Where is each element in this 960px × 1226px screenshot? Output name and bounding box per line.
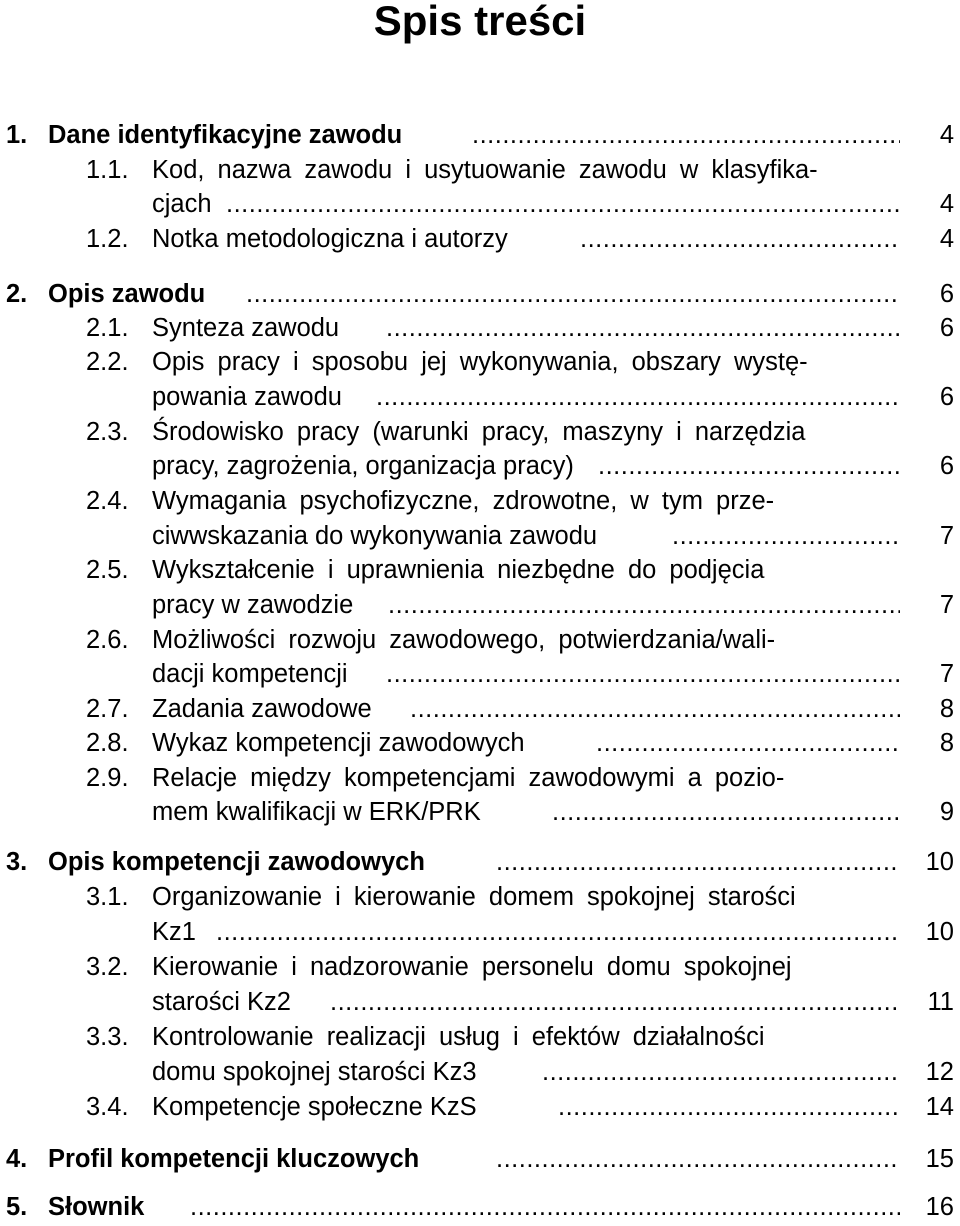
toc-entry-3-3-cont[interactable] xyxy=(0,1055,960,1089)
toc-page-number: 14 xyxy=(925,1093,954,1121)
toc-title: Możliwości rozwoju zawodowego, potwierdzania/wali- xyxy=(152,626,776,654)
toc-entry-2-5-cont[interactable] xyxy=(0,588,960,622)
toc-entry-3[interactable] xyxy=(0,845,960,879)
toc-page-number: 10 xyxy=(925,918,954,946)
toc-number: 3.2. xyxy=(86,953,129,981)
toc-leader-dots xyxy=(542,1055,900,1089)
toc-entry-3-3[interactable] xyxy=(0,1020,960,1054)
toc-number: 4. xyxy=(6,1145,28,1173)
toc-leader-dots xyxy=(376,380,900,414)
toc-page-number: 9 xyxy=(939,798,954,826)
toc-page-number: 10 xyxy=(925,848,954,876)
toc-title-continuation: pracy w zawodzie xyxy=(152,591,354,619)
toc-entry-2-2-cont[interactable] xyxy=(0,380,960,414)
toc-page-number: 7 xyxy=(939,591,954,619)
toc-title: Relacje między kompetencjami zawodowymi a pozio- xyxy=(152,764,785,792)
toc-title: Środowisko pracy (warunki pracy, maszyny i narzędzia xyxy=(152,418,806,446)
toc-title: Opis kompetencji zawodowych xyxy=(48,848,425,876)
toc-page-number: 16 xyxy=(925,1193,954,1221)
toc-page-number: 6 xyxy=(939,280,954,308)
toc-leader-dots xyxy=(672,519,900,553)
toc-title: Opis zawodu xyxy=(48,280,206,308)
toc-number: 3.4. xyxy=(86,1093,129,1121)
toc-leader-dots xyxy=(558,1090,900,1124)
toc-entry-2-8[interactable] xyxy=(0,726,960,760)
toc-leader-dots xyxy=(496,845,900,879)
toc-leader-dots xyxy=(496,1142,900,1176)
toc-number: 2.6. xyxy=(86,626,129,654)
toc-entry-1-1[interactable] xyxy=(0,153,960,187)
toc-entry-2-6[interactable] xyxy=(0,623,960,657)
toc-leader-dots xyxy=(226,187,900,221)
toc-entry-2-7[interactable] xyxy=(0,692,960,726)
toc-leader-dots xyxy=(580,222,900,256)
toc-title-continuation: powania zawodu xyxy=(152,383,342,411)
toc-page-number: 15 xyxy=(925,1145,954,1173)
toc-entry-3-1-cont[interactable] xyxy=(0,915,960,949)
toc-entry-2-9-cont[interactable] xyxy=(0,795,960,829)
toc-number: 3.3. xyxy=(86,1023,129,1051)
toc-title: Kierowanie i nadzorowanie personelu domu spokojnej xyxy=(152,953,792,981)
toc-entry-1[interactable] xyxy=(0,118,960,152)
toc-number: 3.1. xyxy=(86,883,129,911)
toc-page-number: 8 xyxy=(939,695,954,723)
toc-leader-dots xyxy=(190,1190,900,1224)
page-title: Spis treści xyxy=(373,0,587,44)
toc-entry-2-4-cont[interactable] xyxy=(0,519,960,553)
toc-entry-3-1[interactable] xyxy=(0,880,960,914)
toc-entry-2[interactable] xyxy=(0,277,960,311)
toc-title: Organizowanie i kierowanie domem spokojnej starości xyxy=(152,883,796,911)
toc-page-number: 6 xyxy=(939,314,954,342)
toc-leader-dots xyxy=(386,311,900,345)
toc-entry-2-9[interactable] xyxy=(0,761,960,795)
toc-title: Wymagania psychofizyczne, zdrowotne, w tym prze- xyxy=(152,487,775,515)
toc-page-number: 7 xyxy=(939,522,954,550)
toc-leader-dots xyxy=(598,449,900,483)
toc-page-number: 4 xyxy=(939,225,954,253)
toc-entry-5[interactable] xyxy=(0,1190,960,1224)
toc-title: Kompetencje społeczne KzS xyxy=(152,1093,477,1121)
toc-entry-4[interactable] xyxy=(0,1142,960,1176)
toc-leader-dots xyxy=(388,588,900,622)
toc-number: 2.5. xyxy=(86,556,129,584)
toc-number: 2.1. xyxy=(86,314,129,342)
toc-title: Opis pracy i sposobu jej wykonywania, obszary wystę- xyxy=(152,348,808,376)
toc-entry-1-1-cont[interactable] xyxy=(0,187,960,221)
toc-leader-dots xyxy=(386,657,900,691)
toc-title-continuation: mem kwalifikacji w ERK/PRK xyxy=(152,798,481,826)
toc-page-number: 6 xyxy=(939,452,954,480)
toc-leader-dots xyxy=(216,915,900,949)
toc-number: 5. xyxy=(6,1193,28,1221)
toc-number: 1. xyxy=(6,121,28,149)
toc-title: Profil kompetencji kluczowych xyxy=(48,1145,420,1173)
toc-title: Synteza zawodu xyxy=(152,314,340,342)
toc-entry-2-5[interactable] xyxy=(0,553,960,587)
toc-page-number: 12 xyxy=(925,1058,954,1086)
toc-title: Kontrolowanie realizacji usług i efektów działalności xyxy=(152,1023,765,1051)
toc-title-continuation: Kz1 xyxy=(152,918,196,946)
toc-title-continuation: pracy, zagrożenia, organizacja pracy) xyxy=(152,452,574,480)
toc-leader-dots xyxy=(410,692,900,726)
toc-page-number: 8 xyxy=(939,729,954,757)
toc-title-continuation: ciwwskazania do wykonywania zawodu xyxy=(152,522,598,550)
toc-leader-dots xyxy=(472,118,900,152)
toc-title: Kod, nazwa zawodu i usytuowanie zawodu w klasyfika- xyxy=(152,156,818,184)
toc-number: 1.2. xyxy=(86,225,129,253)
toc-entry-3-4[interactable] xyxy=(0,1090,960,1124)
toc-leader-dots xyxy=(246,277,900,311)
toc-entry-2-3-cont[interactable] xyxy=(0,449,960,483)
toc-title-continuation: dacji kompetencji xyxy=(152,660,348,688)
toc-number: 2.2. xyxy=(86,348,129,376)
toc-page-number: 7 xyxy=(939,660,954,688)
toc-number: 2.7. xyxy=(86,695,129,723)
toc-title: Zadania zawodowe xyxy=(152,695,372,723)
toc-entry-2-4[interactable] xyxy=(0,484,960,518)
toc-title: Słownik xyxy=(48,1193,145,1221)
toc-number: 2.8. xyxy=(86,729,129,757)
toc-leader-dots xyxy=(330,985,900,1019)
toc-entry-2-6-cont[interactable] xyxy=(0,657,960,691)
toc-entry-2-3[interactable] xyxy=(0,415,960,449)
toc-entry-2-2[interactable] xyxy=(0,345,960,379)
toc-page-number: 6 xyxy=(939,383,954,411)
toc-entry-1-2[interactable] xyxy=(0,222,960,256)
toc-entry-3-2[interactable] xyxy=(0,950,960,984)
toc-number: 1.1. xyxy=(86,156,129,184)
toc-title: Wykształcenie i uprawnienia niezbędne do podjęcia xyxy=(152,556,765,584)
toc-page-number: 4 xyxy=(939,121,954,149)
toc-title: Notka metodologiczna i autorzy xyxy=(152,225,508,253)
toc-title: Wykaz kompetencji zawodowych xyxy=(152,729,525,757)
toc-leader-dots xyxy=(552,795,900,829)
toc-entry-2-1[interactable] xyxy=(0,311,960,345)
toc-title-continuation: starości Kz2 xyxy=(152,988,291,1016)
toc-page-number: 11 xyxy=(927,988,954,1016)
toc-number: 2. xyxy=(6,280,28,308)
toc-entry-3-2-cont[interactable] xyxy=(0,985,960,1019)
toc-number: 2.3. xyxy=(86,418,129,446)
toc-number: 2.9. xyxy=(86,764,129,792)
toc-page-number: 4 xyxy=(939,190,954,218)
toc-title-continuation: domu spokojnej starości Kz3 xyxy=(152,1058,477,1086)
toc-leader-dots xyxy=(596,726,900,760)
toc-title-continuation: cjach xyxy=(152,190,212,218)
toc-number: 3. xyxy=(6,848,28,876)
toc-number: 2.4. xyxy=(86,487,129,515)
toc-title: Dane identyfikacyjne zawodu xyxy=(48,121,403,149)
